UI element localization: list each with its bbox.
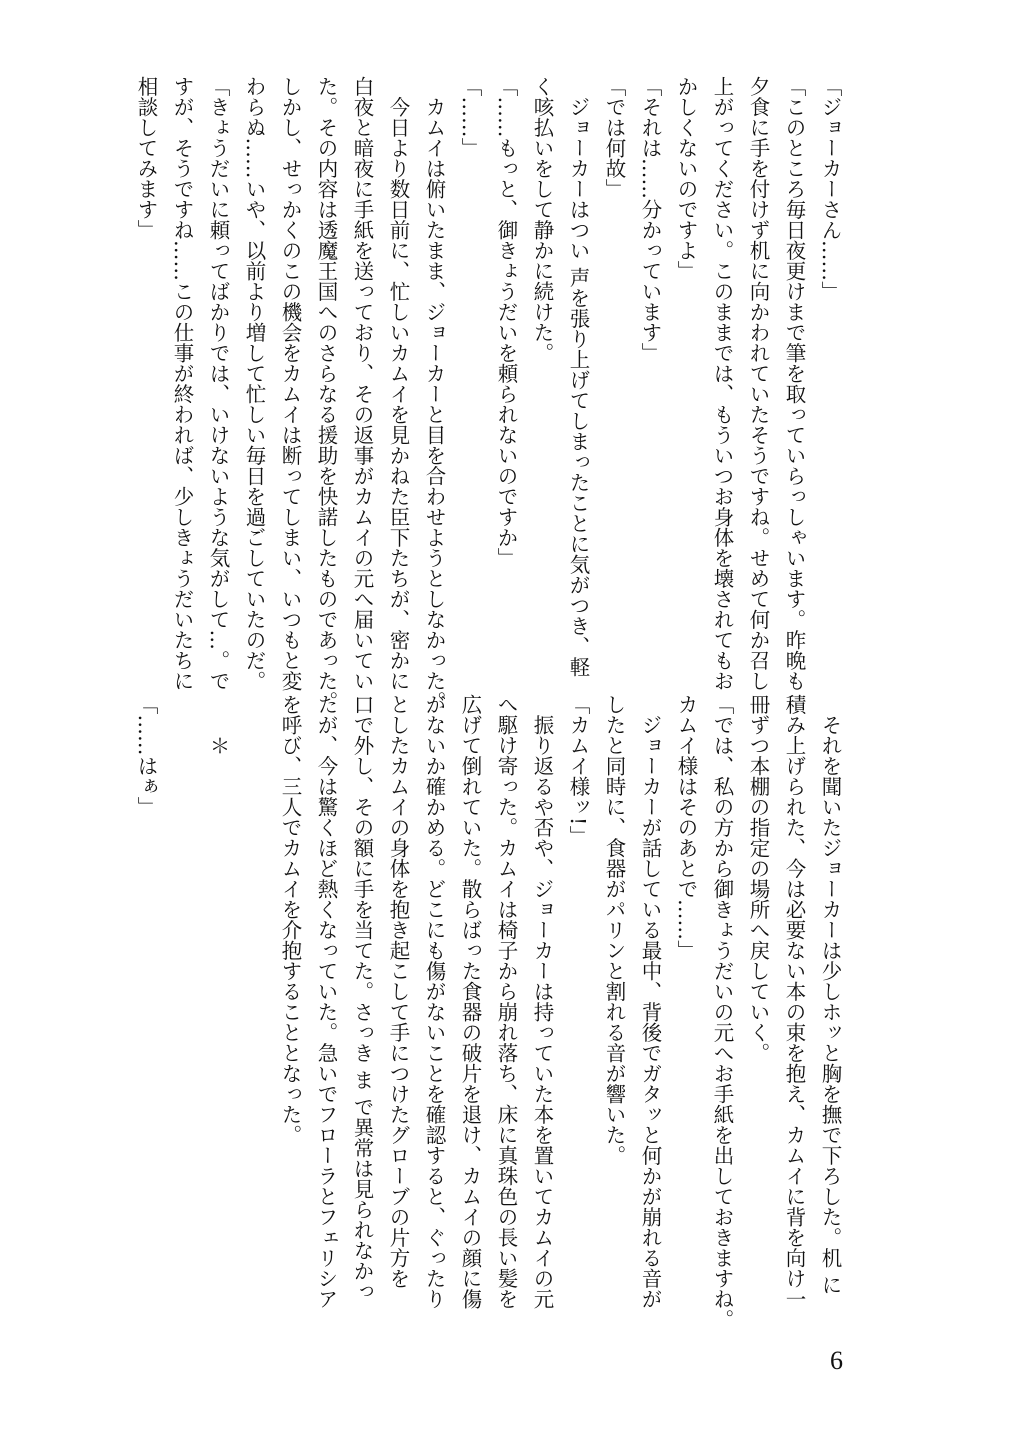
text-line: たが、今は驚くほど熱くなっていた。急いでフローラとフェリシア — [314, 694, 338, 1309]
text-line: 「このところ毎日夜更けまで筆を取っていらっしゃいます。昨晩も — [782, 76, 806, 691]
text-line: 「では何故」 — [602, 76, 626, 199]
text-line: 冊ずつ本棚の指定の場所へ戻していく。 — [746, 694, 770, 1063]
text-line: 「カムイ様ッ!」 — [566, 694, 590, 846]
text-line: ＊ — [206, 694, 230, 756]
text-line: 「……もっと、御きょうだいを頼られないのですか」 — [494, 76, 518, 568]
text-line: 口で外し、その額に手を当てた。さっき ま で異常は見られなかっ — [350, 694, 374, 1302]
text-line: カムイは俯いたまま、ジョーカーと目を合わせようとしなかった。 — [422, 76, 446, 712]
text-line: 今日より数日前に、忙しいカムイを見かねた臣下たちが、密かに — [386, 76, 410, 691]
text-line: 上がってください。このままでは、もういつお身体を壊されてもお — [710, 76, 734, 691]
text-line: た。その内容は透魔王国へのさらなる援助を快諾したものであった。 — [314, 76, 338, 712]
text-line: ジョーカーはつい 声を張り上げてしまったことに気がつき、軽 — [566, 76, 590, 678]
text-line: ジョーカーが話している最中、背後でガタッと何かが崩れる音が — [638, 694, 662, 1309]
text-block-bottom — [128, 694, 848, 1330]
page-number: 6 — [830, 1346, 843, 1375]
text-line: 「……」 — [458, 76, 482, 158]
text-line — [164, 694, 200, 1294]
text-line: 白夜と暗夜に手紙を送っており、その返事がカムイの元へ届いてい — [350, 76, 374, 691]
text-line: 「……はぁ」 — [134, 694, 158, 817]
text-line: 夕食に手を付けず机に向かわれていたそうですね。せめて何か召し — [746, 76, 770, 691]
text-line: 「それは……分かっています」 — [638, 76, 662, 363]
text-line: 積み上げられた、今は必要ない本の束を抱え、カムイに背を向け一 — [782, 694, 806, 1309]
text-line: 「きょうだいに頼ってばかりでは、いけないような気がして…。で — [206, 76, 230, 691]
text-line: したと同時に、食器がパリンと割れる音が響いた。 — [602, 694, 626, 1166]
text-line: かしくないのですよ」 — [674, 76, 698, 281]
text-line: がないか確かめる。どこにも傷がないことを確認すると、ぐったり — [422, 694, 446, 1309]
text-line: を呼び、三人でカムイを介抱することとなった。 — [278, 694, 302, 1145]
text-line: 振り返るや否や、ジョーカーは持っていた本を置いてカムイの元 — [530, 694, 554, 1309]
text-line: わらぬ……いや、以前より増して忙しい毎日を過ごしていたのだ。 — [242, 76, 266, 691]
text-line: カムイ様はそのあとで……」 — [674, 694, 698, 961]
text-line: 相談してみます」 — [134, 76, 158, 240]
text-line — [236, 694, 272, 1294]
text-line: へ駆け寄った。カムイは椅子から崩れ落ち、床に真珠色の長い髪を — [494, 694, 518, 1309]
text-line: すが、そうですね……この仕事が終われば、少しきょうだいたちに — [170, 76, 194, 691]
text-line: 「では、私の方から御きょうだいの元へお手紙を出しておきますね。 — [710, 694, 734, 1330]
text-block-top — [128, 76, 848, 712]
text-line: しかし、せっかくのこの機会をカムイは断ってしまい、いつもと変 — [278, 76, 302, 691]
text-line: 広げて倒れていた。散らばった食器の破片を退け、カムイの顔に傷 — [458, 694, 482, 1309]
text-line: それを聞いたジョーカーは少しホッと胸を撫で下ろした。机 に — [818, 694, 842, 1296]
text-line: く咳払いをして静かに続けた。 — [530, 76, 554, 363]
text-line: 「ジョーカーさん……」 — [818, 76, 842, 302]
text-line: としたカムイの身体を抱き起こして手につけたグローブの片方を — [386, 694, 410, 1289]
